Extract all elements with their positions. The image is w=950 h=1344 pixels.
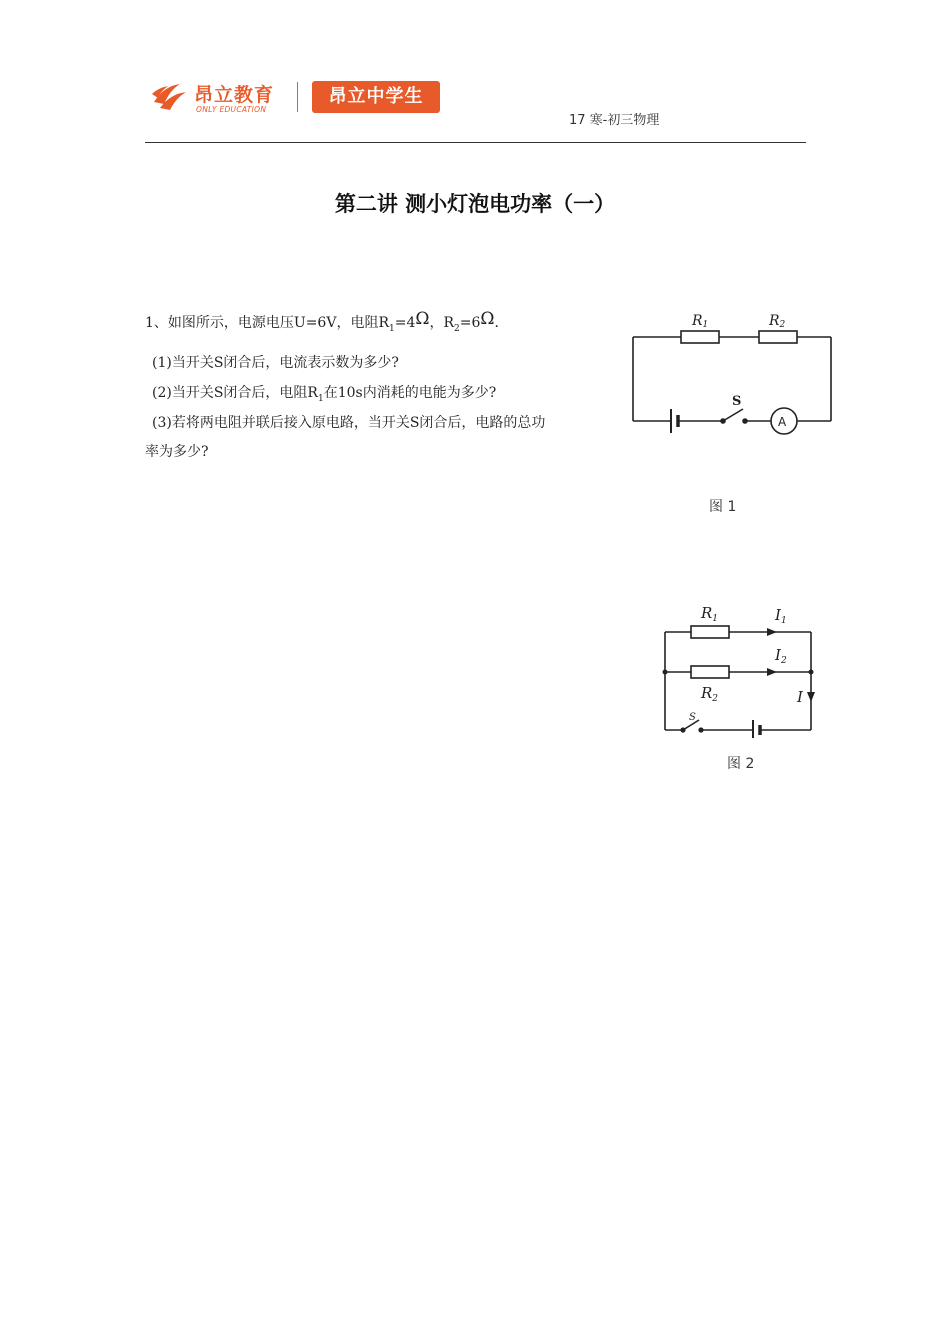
ohm-symbol: Ω: [415, 309, 430, 329]
question-1-text: 1、如图所示，电源电压U=6V，电阻R: [145, 315, 389, 331]
sub-question-2-text-end: 在10s内消耗的电能为多少?: [323, 385, 497, 401]
r2-subscript: 2: [454, 323, 460, 334]
sub-question-2: [152, 382, 496, 404]
ohm-symbol: Ω: [480, 309, 495, 329]
sub-question-2-text: (2)当开关S闭合后，电阻R: [152, 385, 318, 401]
brand-logo: [150, 78, 450, 118]
figure-1-caption: 图 1: [709, 499, 737, 515]
logo-divider: [297, 82, 298, 112]
sub-question-3-line-1: (3)若将两电阻并联后接入原电路，当开关S闭合后，电路的总功: [152, 415, 546, 431]
figure-2-i2-label: $I_2$: [775, 646, 787, 666]
header-divider: [145, 142, 806, 143]
figure-2-caption: 图 2: [727, 756, 755, 772]
question-1-intro: [145, 309, 499, 334]
figure-2-switch-label: S: [689, 712, 696, 723]
figure-1-switch-label: S: [732, 394, 742, 409]
sub-question-3-line-2: 率为多少?: [145, 444, 209, 460]
logo-badge: 昂立中学生: [312, 81, 440, 113]
figure-2-r2-label: $R_2$: [701, 684, 719, 704]
question-1-separator: ，R: [429, 315, 455, 331]
question-1-end: .: [494, 315, 499, 331]
logo-english-name: ONLY EDUCATION: [196, 105, 267, 114]
figure-1-r2-label: R2: [769, 313, 786, 330]
figure-1-series-circuit: [625, 305, 845, 445]
figure-2-parallel-circuit: [655, 598, 825, 738]
figure-1-ammeter-label: A: [778, 415, 787, 429]
r1-value: =4: [394, 315, 416, 331]
only-education-logo-icon: [150, 80, 190, 114]
r1-subscript: 1: [389, 323, 395, 334]
sub-question-1: (1)当开关S闭合后，电流表示数为多少?: [152, 355, 399, 371]
figure-2-i-label: I: [797, 688, 803, 706]
r1-subscript: 1: [317, 393, 324, 404]
page-title: 第二讲 测小灯泡电功率（一）: [334, 192, 616, 216]
logo-chinese-name: 昂立教育: [194, 84, 275, 106]
figure-2-i1-label: $I_1$: [775, 606, 787, 626]
figure-2-r1-label: $R_1$: [701, 604, 719, 624]
r2-value: =6: [459, 315, 481, 331]
figure-1-r1-label: R1: [692, 313, 709, 330]
course-label: 17 寒-初三物理: [569, 113, 660, 128]
